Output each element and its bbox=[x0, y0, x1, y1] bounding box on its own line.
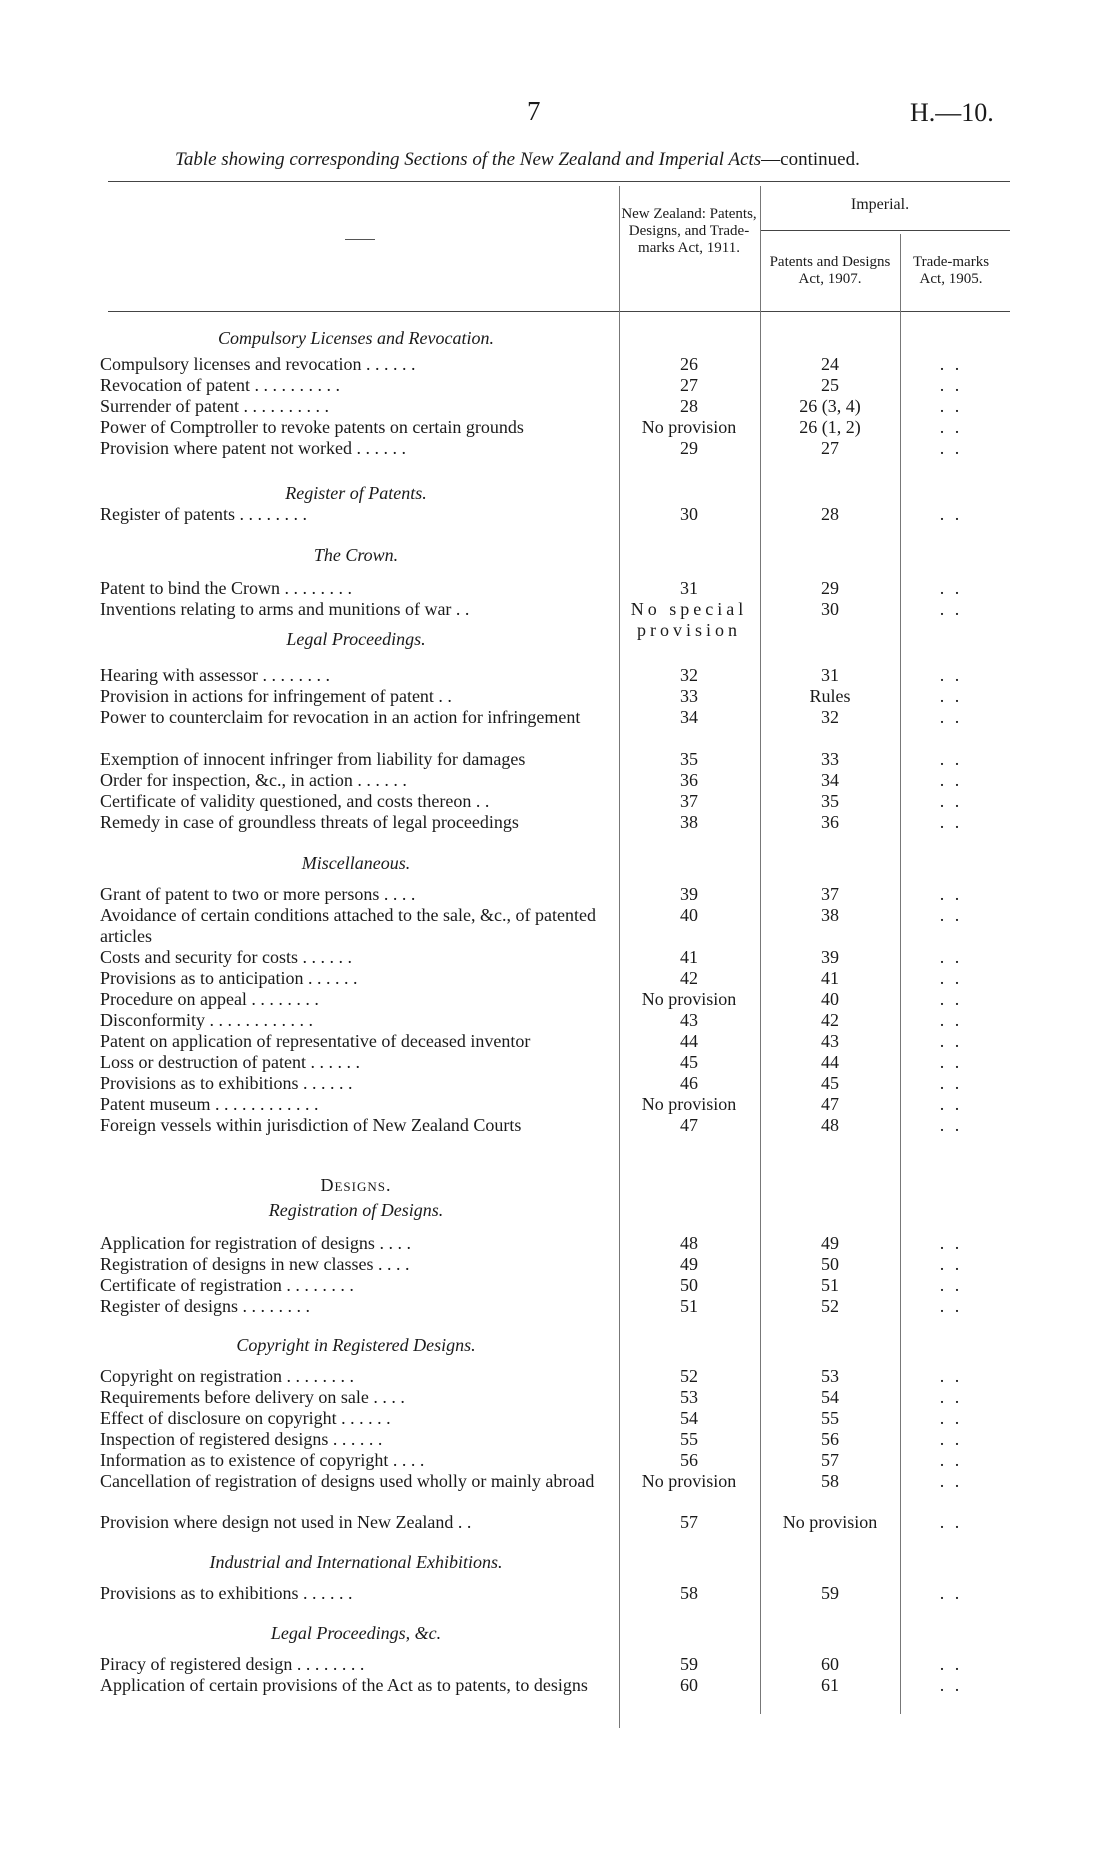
row-patents-designs-section: 50 bbox=[821, 1254, 839, 1274]
row-nz-section: 28 bbox=[680, 396, 698, 416]
row-patents-designs-section: 61 bbox=[821, 1675, 839, 1695]
row-nz-section: 39 bbox=[680, 884, 698, 904]
row-patents-designs-section: 26 (1, 2) bbox=[799, 417, 861, 437]
page-number: 7 bbox=[527, 96, 541, 126]
row-nz-section: No provision bbox=[641, 1471, 737, 1491]
row-trademarks-section: . . bbox=[939, 1254, 963, 1274]
row-patents-designs-section: 58 bbox=[821, 1471, 839, 1491]
row-trademarks-section: . . bbox=[939, 354, 963, 374]
row-nz-section: 53 bbox=[680, 1387, 698, 1407]
row-subject: Power to counterclaim for revocation in an action for infringement bbox=[100, 707, 581, 727]
row-trademarks-section: . . bbox=[939, 599, 963, 619]
row-nz-section: 40 bbox=[680, 905, 698, 925]
row-nz-section: 35 bbox=[680, 749, 698, 769]
row-subject: Certificate of registration . . . . . . . . bbox=[100, 1275, 354, 1295]
row-subject: Exemption of innocent infringer from liability for damages bbox=[100, 749, 526, 769]
row-subject: Revocation of patent . . . . . . . . . . bbox=[100, 375, 340, 395]
row-patents-designs-section: 39 bbox=[821, 947, 839, 967]
row-patents-designs-section: 48 bbox=[821, 1115, 839, 1135]
row-subject: Inspection of registered designs . . . . . . bbox=[100, 1429, 383, 1449]
row-subject: Register of designs . . . . . . . . bbox=[100, 1296, 310, 1316]
table-title-continued: —continued. bbox=[761, 149, 860, 170]
row-trademarks-section: . . bbox=[939, 884, 963, 904]
group-heading: Industrial and International Exhibitions. bbox=[209, 1552, 503, 1572]
row-trademarks-section: . . bbox=[939, 905, 963, 925]
row-nz-section: 55 bbox=[680, 1429, 698, 1449]
row-trademarks-section: . . bbox=[939, 665, 963, 685]
row-nz-section: No provision bbox=[641, 1094, 737, 1114]
row-subject: Provisions as to exhibitions . . . . . . bbox=[100, 1583, 353, 1603]
group-heading: Legal Proceedings. bbox=[286, 629, 426, 649]
row-patents-designs-section: 57 bbox=[821, 1450, 839, 1470]
row-patents-designs-section: 32 bbox=[821, 707, 839, 727]
row-trademarks-section: . . bbox=[939, 947, 963, 967]
row-patents-designs-section: 35 bbox=[821, 791, 839, 811]
row-trademarks-section: . . bbox=[939, 1010, 963, 1030]
row-trademarks-section: . . bbox=[939, 1115, 963, 1135]
row-trademarks-section: . . bbox=[939, 1073, 963, 1093]
row-subject: Procedure on appeal . . . . . . . . bbox=[100, 989, 319, 1009]
row-nz-section: 27 bbox=[680, 375, 698, 395]
row-patents-designs-section: 25 bbox=[821, 375, 839, 395]
row-subject: Patent museum . . . . . . . . . . . . bbox=[100, 1094, 319, 1114]
row-nz-section: 58 bbox=[680, 1583, 698, 1603]
row-nz-section: 32 bbox=[680, 665, 698, 685]
section-heading: Designs. bbox=[320, 1175, 392, 1195]
row-subject: Information as to existence of copyright . . . . bbox=[100, 1450, 425, 1470]
row-subject: Provision where patent not worked . . . . . . bbox=[100, 438, 406, 458]
row-subject: Patent on application of representative of deceased inventor bbox=[100, 1031, 531, 1051]
row-trademarks-section: . . bbox=[939, 968, 963, 988]
row-subject: Remedy in case of groundless threats of legal proceedings bbox=[100, 812, 519, 832]
row-nz-section: 45 bbox=[680, 1052, 698, 1072]
row-subject: Foreign vessels within jurisdiction of New Zealand Courts bbox=[100, 1115, 522, 1135]
row-trademarks-section: . . bbox=[939, 686, 963, 706]
row-trademarks-section: . . bbox=[939, 1408, 963, 1428]
row-trademarks-section: . . bbox=[939, 707, 963, 727]
row-patents-designs-section: 42 bbox=[821, 1010, 839, 1030]
group-heading: Registration of Designs. bbox=[268, 1200, 444, 1220]
row-patents-designs-section: 43 bbox=[821, 1031, 839, 1051]
row-subject: Inventions relating to arms and munitions of war . . bbox=[100, 599, 470, 619]
row-subject: Provisions as to exhibitions . . . . . . bbox=[100, 1073, 353, 1093]
row-subject: Provision where design not used in New Zealand . . bbox=[100, 1512, 472, 1532]
row-subject: Patent to bind the Crown . . . . . . . . bbox=[100, 578, 352, 598]
header-imperial: Imperial. bbox=[850, 196, 910, 213]
row-subject: Avoidance of certain conditions attached to the sale, &c., of patented articles bbox=[100, 905, 596, 946]
row-patents-designs-section: 37 bbox=[821, 884, 839, 904]
row-nz-section: 36 bbox=[680, 770, 698, 790]
row-patents-designs-section: 31 bbox=[821, 665, 839, 685]
row-trademarks-section: . . bbox=[939, 396, 963, 416]
row-trademarks-section: . . bbox=[939, 1387, 963, 1407]
header-new-zealand-act: New Zealand: Patents, Designs, and Trade-marks Act, 1911. bbox=[621, 206, 757, 256]
row-nz-section: 60 bbox=[680, 1675, 698, 1695]
row-nz-section: 42 bbox=[680, 968, 698, 988]
row-nz-section: 47 bbox=[680, 1115, 698, 1135]
row-patents-designs-section: 59 bbox=[821, 1583, 839, 1603]
row-trademarks-section: . . bbox=[939, 1429, 963, 1449]
row-patents-designs-section: 33 bbox=[821, 749, 839, 769]
row-patents-designs-section: 24 bbox=[821, 354, 839, 374]
row-subject: Copyright on registration . . . . . . . . bbox=[100, 1366, 354, 1386]
row-nz-section: 51 bbox=[680, 1296, 698, 1316]
row-nz-section: 50 bbox=[680, 1275, 698, 1295]
row-trademarks-section: . . bbox=[939, 1296, 963, 1316]
row-nz-section: 33 bbox=[680, 686, 698, 706]
row-nz-section: No provision bbox=[641, 417, 737, 437]
row-subject: Effect of disclosure on copyright . . . . . . bbox=[100, 1408, 391, 1428]
row-patents-designs-section: 44 bbox=[821, 1052, 839, 1072]
row-patents-designs-section: 53 bbox=[821, 1366, 839, 1386]
row-subject: Compulsory licenses and revocation . . . . . . bbox=[100, 354, 416, 374]
row-trademarks-section: . . bbox=[939, 438, 963, 458]
row-subject: Grant of patent to two or more persons . . . . bbox=[100, 884, 416, 904]
document-code: H.—10. bbox=[910, 98, 994, 127]
row-patents-designs-section: 55 bbox=[821, 1408, 839, 1428]
row-subject: Disconformity . . . . . . . . . . . . bbox=[100, 1010, 313, 1030]
row-trademarks-section: . . bbox=[939, 1471, 963, 1491]
row-subject: Registration of designs in new classes . . . . bbox=[100, 1254, 410, 1274]
row-patents-designs-section: 51 bbox=[821, 1275, 839, 1295]
header-patents-designs-act: Patents and Designs Act, 1907. bbox=[769, 254, 891, 287]
row-trademarks-section: . . bbox=[939, 1654, 963, 1674]
row-subject: Provisions as to anticipation . . . . . . bbox=[100, 968, 358, 988]
row-patents-designs-section: No provision bbox=[782, 1512, 878, 1532]
row-trademarks-section: . . bbox=[939, 1233, 963, 1253]
row-nz-section: 59 bbox=[680, 1654, 698, 1674]
row-patents-designs-section: 36 bbox=[821, 812, 839, 832]
row-trademarks-section: . . bbox=[939, 1583, 963, 1603]
row-patents-designs-section: 38 bbox=[821, 905, 839, 925]
row-nz-section: 37 bbox=[680, 791, 698, 811]
row-subject: Hearing with assessor . . . . . . . . bbox=[100, 665, 330, 685]
row-patents-designs-section: 47 bbox=[821, 1094, 839, 1114]
row-nz-section: 31 bbox=[680, 578, 698, 598]
row-nz-section: No special provision bbox=[630, 599, 748, 640]
header-trademarks-act: Trade-marks Act, 1905. bbox=[912, 254, 990, 287]
row-trademarks-section: . . bbox=[939, 989, 963, 1009]
row-patents-designs-section: 27 bbox=[821, 438, 839, 458]
row-patents-designs-section: 28 bbox=[821, 504, 839, 524]
group-heading: Compulsory Licenses and Revocation. bbox=[218, 328, 494, 348]
row-nz-section: 34 bbox=[680, 707, 698, 727]
row-patents-designs-section: 52 bbox=[821, 1296, 839, 1316]
group-heading: Copyright in Registered Designs. bbox=[236, 1335, 476, 1355]
row-nz-section: 48 bbox=[680, 1233, 698, 1253]
row-patents-designs-section: 34 bbox=[821, 770, 839, 790]
row-patents-designs-section: 29 bbox=[821, 578, 839, 598]
row-nz-section: No provision bbox=[641, 989, 737, 1009]
row-trademarks-section: . . bbox=[939, 812, 963, 832]
row-patents-designs-section: 54 bbox=[821, 1387, 839, 1407]
row-nz-section: 54 bbox=[680, 1408, 698, 1428]
row-subject: Provision in actions for infringement of patent . . bbox=[100, 686, 452, 706]
row-subject: Piracy of registered design . . . . . . . . bbox=[100, 1654, 365, 1674]
row-trademarks-section: . . bbox=[939, 417, 963, 437]
row-subject: Application for registration of designs . . . . bbox=[100, 1233, 411, 1253]
group-heading: Register of Patents. bbox=[285, 483, 427, 503]
row-trademarks-section: . . bbox=[939, 1094, 963, 1114]
row-trademarks-section: . . bbox=[939, 749, 963, 769]
row-trademarks-section: . . bbox=[939, 770, 963, 790]
row-patents-designs-section: 49 bbox=[821, 1233, 839, 1253]
group-heading: Miscellaneous. bbox=[301, 853, 411, 873]
row-trademarks-section: . . bbox=[939, 1052, 963, 1072]
row-patents-designs-section: 40 bbox=[821, 989, 839, 1009]
row-subject: Certificate of validity questioned, and costs thereon . . bbox=[100, 791, 490, 811]
group-heading: Legal Proceedings, &c. bbox=[270, 1623, 442, 1643]
row-trademarks-section: . . bbox=[939, 1512, 963, 1532]
row-patents-designs-section: 41 bbox=[821, 968, 839, 988]
row-subject: Cancellation of registration of designs used wholly or mainly abroad bbox=[100, 1471, 595, 1491]
row-nz-section: 29 bbox=[680, 438, 698, 458]
group-heading: The Crown. bbox=[313, 545, 399, 565]
row-nz-section: 41 bbox=[680, 947, 698, 967]
row-nz-section: 30 bbox=[680, 504, 698, 524]
row-trademarks-section: . . bbox=[939, 1450, 963, 1470]
row-trademarks-section: . . bbox=[939, 1675, 963, 1695]
row-subject: Application of certain provisions of the Act as to patents, to designs bbox=[100, 1675, 588, 1695]
row-subject: Register of patents . . . . . . . . bbox=[100, 504, 307, 524]
row-subject: Power of Comptroller to revoke patents on certain grounds bbox=[100, 417, 524, 437]
row-trademarks-section: . . bbox=[939, 1275, 963, 1295]
row-patents-designs-section: Rules bbox=[809, 686, 851, 706]
row-trademarks-section: . . bbox=[939, 1366, 963, 1386]
row-nz-section: 46 bbox=[680, 1073, 698, 1093]
row-patents-designs-section: 30 bbox=[821, 599, 839, 619]
row-patents-designs-section: 56 bbox=[821, 1429, 839, 1449]
row-subject: Requirements before delivery on sale . . . . bbox=[100, 1387, 405, 1407]
row-subject: Costs and security for costs . . . . . . bbox=[100, 947, 352, 967]
row-trademarks-section: . . bbox=[939, 1031, 963, 1051]
row-nz-section: 49 bbox=[680, 1254, 698, 1274]
row-nz-section: 52 bbox=[680, 1366, 698, 1386]
row-trademarks-section: . . bbox=[939, 375, 963, 395]
row-trademarks-section: . . bbox=[939, 578, 963, 598]
row-subject: Loss or destruction of patent . . . . . . bbox=[100, 1052, 360, 1072]
table-title-text: Table showing corresponding Sections of the New Zealand and Imperial Acts bbox=[175, 149, 762, 170]
row-nz-section: 38 bbox=[680, 812, 698, 832]
row-subject: Order for inspection, &c., in action . . . . . . bbox=[100, 770, 407, 790]
row-nz-section: 56 bbox=[680, 1450, 698, 1470]
row-patents-designs-section: 26 (3, 4) bbox=[799, 396, 861, 416]
row-nz-section: 43 bbox=[680, 1010, 698, 1030]
row-subject: Surrender of patent . . . . . . . . . . bbox=[100, 396, 329, 416]
row-trademarks-section: . . bbox=[939, 504, 963, 524]
row-patents-designs-section: 45 bbox=[821, 1073, 839, 1093]
row-nz-section: 44 bbox=[680, 1031, 698, 1051]
row-trademarks-section: . . bbox=[939, 791, 963, 811]
row-nz-section: 26 bbox=[680, 354, 698, 374]
row-patents-designs-section: 60 bbox=[821, 1654, 839, 1674]
row-nz-section: 57 bbox=[680, 1512, 698, 1532]
